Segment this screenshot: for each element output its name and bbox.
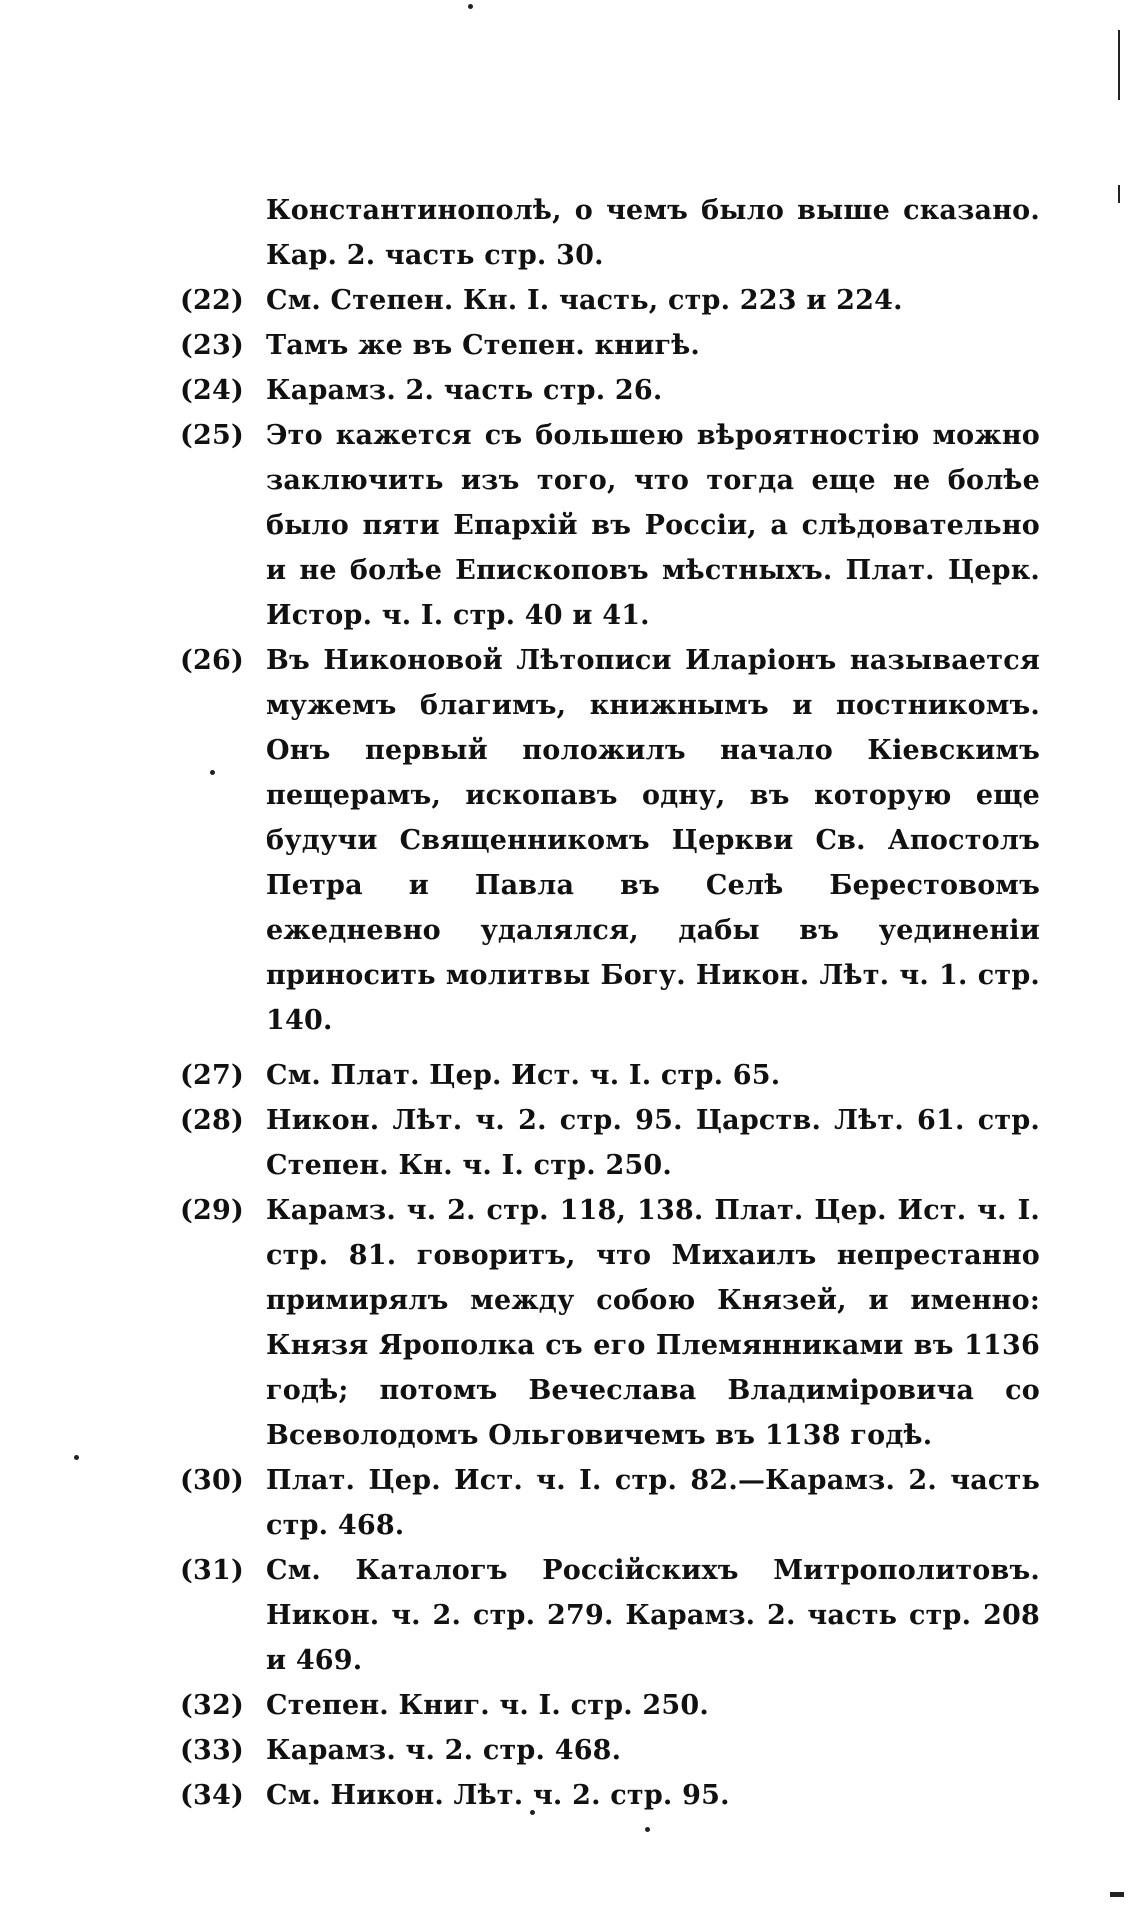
continuation-note bbox=[180, 188, 1040, 278]
footnote-32 bbox=[180, 1683, 1040, 1728]
note-number: (30) bbox=[180, 1465, 244, 1496]
note-number: (24) bbox=[180, 375, 244, 406]
note-text: Степен. Книг. ч. I. стр. 250. bbox=[266, 1690, 709, 1721]
note-text: Карамз. ч. 2. стр. 118, 138. Плат. Цер. Ист. ч. I. стр. 81. говоритъ, что Михаилъ непрестанно примирялъ между собою Князей, и именно: Князя Ярополка съ его Племянниками въ 1136 годѣ; потомъ Вечеслава Владиміровича со Всеволодомъ Ольговичемъ въ 1138 годѣ. bbox=[266, 1195, 1040, 1451]
footnote-27 bbox=[180, 1053, 1040, 1098]
note-text: См. Никон. Лѣт. ч. 2. стр. 95. bbox=[266, 1780, 730, 1811]
note-number: (29) bbox=[180, 1195, 244, 1226]
note-number: (22) bbox=[180, 285, 244, 316]
note-text: Тамъ же въ Степен. книгѣ. bbox=[266, 330, 700, 361]
footnote-30 bbox=[180, 1458, 1040, 1548]
note-number: (32) bbox=[180, 1690, 244, 1721]
spacer bbox=[180, 1043, 1040, 1053]
edge-mark bbox=[1118, 30, 1120, 100]
note-text: Карамз. ч. 2. стр. 468. bbox=[266, 1735, 622, 1766]
note-number: (33) bbox=[180, 1735, 244, 1766]
note-text: Это кажется съ большею вѣроятностію можно заключить изъ того, что тогда еще не болѣе было пяти Епархій въ Россіи, а слѣдовательно и не болѣе Епископовъ мѣстныхъ. Плат. Церк. Истор. ч. I. стр. 40 и 41. bbox=[266, 420, 1040, 631]
note-text: Константинополѣ, о чемъ было выше сказано. Кар. 2. часть стр. 30. bbox=[266, 195, 1040, 271]
speck bbox=[468, 4, 473, 9]
footnote-33 bbox=[180, 1728, 1040, 1773]
footnote-31 bbox=[180, 1548, 1040, 1683]
footnote-28 bbox=[180, 1098, 1040, 1188]
note-text: См. Каталогъ Россійскихъ Митрополитовъ. Никон. ч. 2. стр. 279. Карамз. 2. часть стр. 208 и 469. bbox=[266, 1555, 1040, 1676]
note-number: (31) bbox=[180, 1555, 244, 1586]
note-number: (26) bbox=[180, 645, 244, 676]
footnote-22 bbox=[180, 278, 1040, 323]
note-text: Въ Никоновой Лѣтописи Иларіонъ называется мужемъ благимъ, книжнымъ и постникомъ. Онъ первый положилъ начало Кіевскимъ пещерамъ, ископавъ одну, въ которую еще будучи Священникомъ Церкви Св. Апостолъ Петра и Павла въ Селѣ Берестовомъ ежедневно удалялся, дабы въ уединеніи приносить молитвы Богу. Никон. Лѣт. ч. 1. стр. 140. bbox=[266, 645, 1040, 1036]
edge-mark bbox=[1118, 185, 1120, 203]
footnote-24 bbox=[180, 368, 1040, 413]
footnote-23 bbox=[180, 323, 1040, 368]
note-number: (28) bbox=[180, 1105, 244, 1136]
note-text: См. Степен. Кн. I. часть, стр. 223 и 224. bbox=[266, 285, 903, 316]
footnote-25 bbox=[180, 413, 1040, 638]
speck bbox=[74, 1455, 79, 1460]
note-text: Никон. Лѣт. ч. 2. стр. 95. Царств. Лѣт. 61. стр. Степен. Кн. ч. I. стр. 250. bbox=[266, 1105, 1040, 1181]
note-number: (34) bbox=[180, 1780, 244, 1811]
note-number: (25) bbox=[180, 420, 244, 451]
footnote-26 bbox=[180, 638, 1040, 1043]
speck bbox=[645, 1827, 650, 1832]
footnotes bbox=[180, 188, 1040, 1818]
note-text: Плат. Цер. Ист. ч. I. стр. 82.—Карамз. 2. часть стр. 468. bbox=[266, 1465, 1040, 1541]
note-text: Карамз. 2. часть стр. 26. bbox=[266, 375, 663, 406]
note-text: См. Плат. Цер. Ист. ч. I. стр. 65. bbox=[266, 1060, 781, 1091]
note-number: (27) bbox=[180, 1060, 244, 1091]
edge-mark bbox=[1110, 1892, 1124, 1897]
note-number: (23) bbox=[180, 330, 244, 361]
footnote-29 bbox=[180, 1188, 1040, 1458]
footnote-34 bbox=[180, 1773, 1040, 1818]
